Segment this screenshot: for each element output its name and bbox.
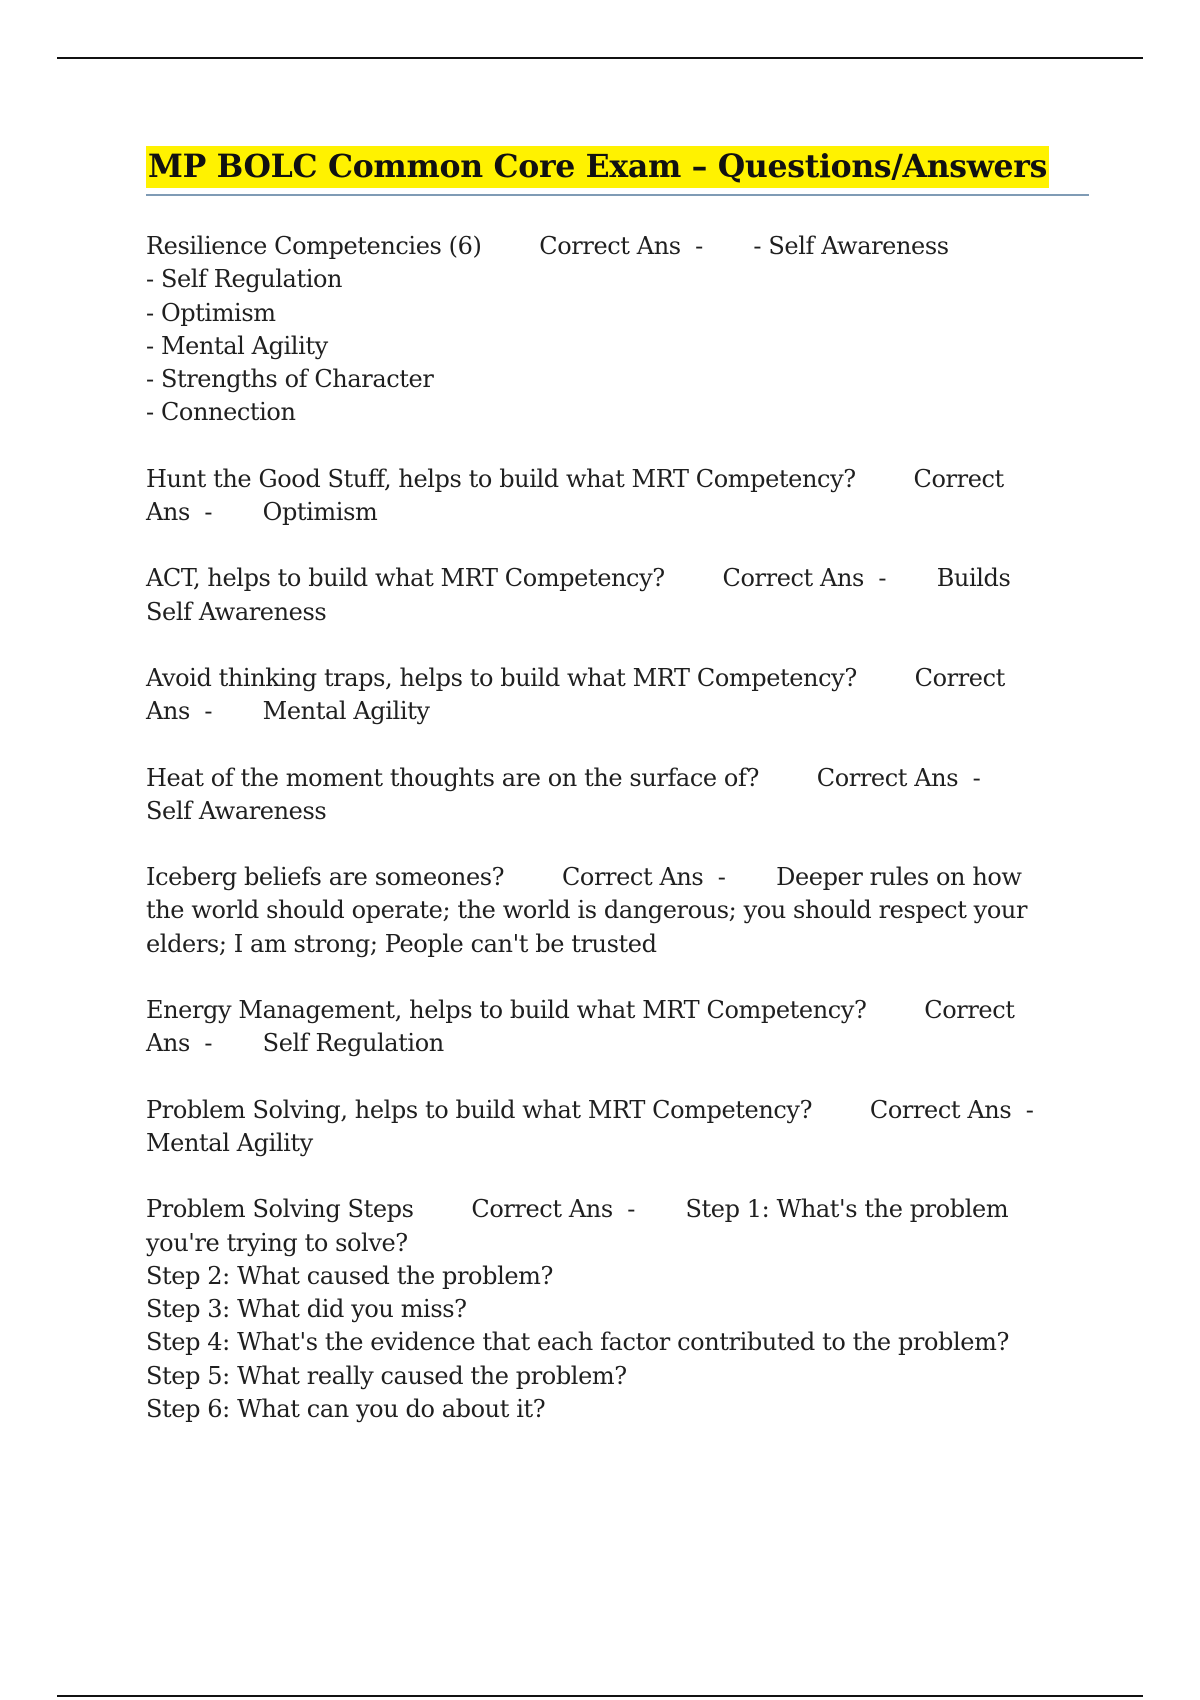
qa-item: [146, 994, 1086, 1061]
qa-line: you're trying to solve?: [146, 1228, 408, 1257]
qa-line: Step 6: What can you do about it?: [146, 1395, 546, 1424]
qa-item: [146, 662, 1086, 729]
qa-line: - Optimism: [146, 298, 276, 327]
qa-item: [146, 762, 1086, 829]
qa-line: Step 3: What did you miss?: [146, 1295, 467, 1324]
qa-item: [146, 562, 1086, 629]
qa-line: Ans - Mental Agility: [146, 697, 430, 726]
qa-line: Resilience Competencies (6) Correct Ans - - Self Awareness: [146, 232, 949, 260]
qa-item: [146, 1193, 1086, 1426]
qa-line: - Strengths of Character: [146, 365, 434, 394]
qa-list: [146, 230, 1086, 1459]
qa-line: Problem Solving Steps Correct Ans - Step 1: What's the problem: [146, 1195, 1009, 1224]
header-rule: [57, 57, 1143, 59]
qa-line: - Mental Agility: [146, 331, 328, 360]
qa-line: - Self Regulation: [146, 265, 343, 294]
footer-rule: [57, 1695, 1143, 1697]
qa-line: Avoid thinking traps, helps to build what MRT Competency? Correct: [146, 663, 1005, 692]
qa-item: [146, 463, 1086, 530]
qa-line: Step 4: What's the evidence that each factor contributed to the problem?: [146, 1328, 1009, 1357]
qa-line: Ans - Self Regulation: [146, 1029, 444, 1058]
qa-line: Iceberg beliefs are someones? Correct Ans - Deeper rules on how: [146, 863, 1022, 892]
document-title: MP BOLC Common Core Exam – Questions/Answers: [146, 146, 1049, 188]
qa-line: ACT, helps to build what MRT Competency? Correct Ans - Builds: [146, 564, 1011, 593]
qa-line: Step 2: What caused the problem?: [146, 1261, 553, 1290]
qa-line: Energy Management, helps to build what MRT Competency? Correct: [146, 996, 1015, 1025]
qa-line: the world should operate; the world is dangerous; you should respect your: [146, 896, 1028, 925]
qa-line: Mental Agility: [146, 1128, 313, 1157]
qa-line: elders; I am strong; People can't be trusted: [146, 929, 657, 958]
qa-item: [146, 1094, 1086, 1161]
title-block: [146, 146, 1089, 196]
qa-line: - Connection: [146, 398, 296, 427]
qa-line: Self Awareness: [146, 796, 327, 825]
qa-line: Ans - Optimism: [146, 498, 378, 527]
qa-line: Step 5: What really caused the problem?: [146, 1361, 627, 1390]
qa-line: Hunt the Good Stuff, helps to build what MRT Competency? Correct: [146, 464, 1004, 493]
qa-line: Self Awareness: [146, 597, 327, 626]
qa-item: [146, 230, 1086, 430]
qa-item: [146, 861, 1086, 961]
qa-line: Problem Solving, helps to build what MRT Competency? Correct Ans -: [146, 1095, 1034, 1124]
qa-line: Heat of the moment thoughts are on the surface of? Correct Ans -: [146, 763, 981, 792]
